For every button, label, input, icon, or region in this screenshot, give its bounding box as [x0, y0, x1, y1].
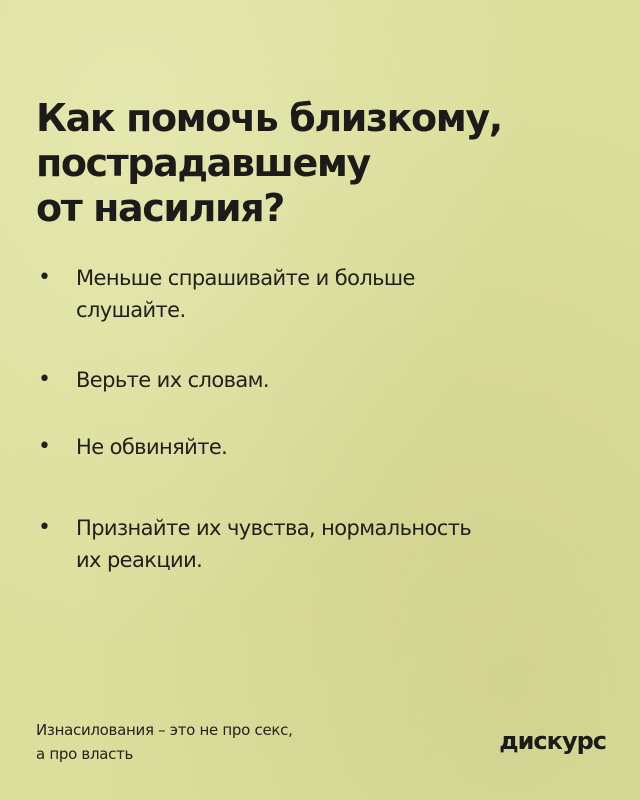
list-item: [36, 262, 596, 326]
list-item: [36, 431, 596, 463]
footer-caption-line-2: а про власть: [36, 745, 134, 763]
tip-line: их реакции.: [76, 548, 203, 572]
title-line-3: от насилия?: [36, 186, 284, 230]
bullet-icon: •: [38, 515, 51, 540]
tip-line: Верьте их словам.: [76, 368, 269, 392]
tip-line: Признайте их чувства, нормальность: [76, 516, 472, 540]
title-line-1: Как помочь близкому,: [36, 96, 502, 140]
page-title: [36, 96, 606, 231]
list-item: [36, 512, 596, 576]
bullet-icon: •: [38, 367, 51, 392]
tip-text: [76, 431, 576, 463]
tip-line: слушайте.: [76, 298, 186, 322]
title-line-2: пострадавшему: [36, 141, 370, 185]
brand-logo: дискурс: [499, 727, 606, 755]
bullet-icon: •: [38, 265, 51, 290]
tip-text: [76, 364, 576, 396]
footer-caption-line-1: Изнасилования – это не про секс,: [36, 721, 293, 739]
tip-line: Меньше спрашивайте и больше: [76, 266, 415, 290]
tip-text: [76, 262, 576, 326]
tip-line: Не обвиняйте.: [76, 435, 228, 459]
bullet-icon: •: [38, 434, 51, 459]
tip-text: [76, 512, 576, 576]
footer-caption: [36, 718, 396, 766]
list-item: [36, 364, 596, 396]
